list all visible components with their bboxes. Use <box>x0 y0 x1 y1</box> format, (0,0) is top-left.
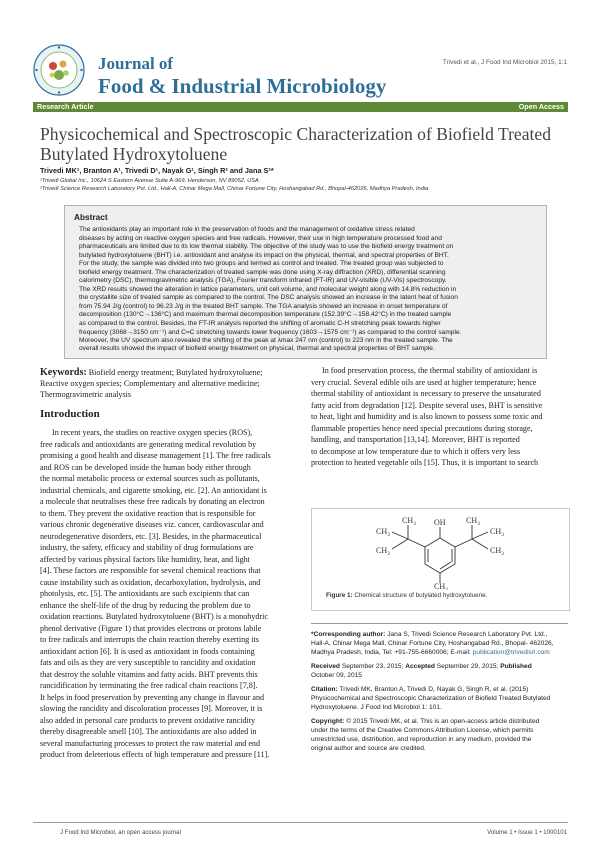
body-line: In food preservation process, the thermal stability of antioxidant is <box>322 366 538 375</box>
ch3-label: $CH_3$ <box>490 527 504 538</box>
body-line: fatty acid from degradation [12]. Despite several uses, BHT is sensitive <box>311 400 543 410</box>
abstract-line: frequency (3068→3150 cm⁻¹) and C=C stretching towards lower frequency (1603→1575 cm⁻¹) as compared to the control sample. <box>79 329 462 336</box>
intro-line: to them. They prevent the oxidative reaction that is responsible for <box>40 508 256 518</box>
abstract-line: overall results showed the impact of biofield energy treatment on physical, thermal and spectral properties of BHT sample. <box>79 345 435 352</box>
intro-line: In recent years, the studies on reactive oxygen species (ROS), <box>52 428 253 437</box>
abstract-line: as compared to the control. Besides, the FT-IR analysis reported the shifting of aromatic C-H stretching peak towards higher <box>79 319 441 327</box>
article-type: Research Article <box>37 102 94 111</box>
keywords-line: Reactive oxygen species; Complementary and alternative medicine; <box>40 379 260 388</box>
copyright-line: original author and source are credited. <box>311 745 426 752</box>
ch3-label: $CH_3$ <box>402 516 416 527</box>
body-line: thermal stability of antioxidant is necessary to preserve the unsaturated <box>311 389 541 398</box>
published-date: October 09, 2015 <box>311 672 362 679</box>
footer-journal: J Food Ind Microbiol, an open access journal <box>60 829 181 836</box>
corresponding-line: Madhya Pradesh, India, Tel: +91-755-6660006; E-mail: publication@trivedisrl.com <box>311 649 550 656</box>
journal-of-label: Journal of <box>98 54 174 73</box>
abstract-line: diseases by acting on reactive oxygen species and free radicals. However, their use in high temperature processed food and <box>79 234 442 242</box>
abstract-line: Moreover, the UV spectrum also revealed the shifting of the peak at λmax 247 nm (control) to 223 nm in the treated sample. The <box>79 336 453 344</box>
ch3-label: $CH_3$ <box>376 546 390 557</box>
keywords-text: Biofield energy treatment; Butylated hydroxytoluene; <box>88 368 263 377</box>
affiliation-1: ¹Trivedi Global Inc., 10624 S Eastern Avenue Suite A-969, Henderson, NV 89052, USA <box>40 178 259 184</box>
ch3-label: $CH_3$ <box>466 516 480 527</box>
intro-line: the normal metabolic process or external sources such as pollutants, <box>40 474 260 483</box>
abstract-line: For the study, the sample was divided into two groups and termed as control and treated. The treated group was subjected to <box>79 260 444 267</box>
copyright-label: Copyright: <box>311 718 345 725</box>
citation-line: Citation: Trivedi MK, Branton A, Trivedi D, Nayak G, Singh R, et al. (2015) <box>311 686 529 693</box>
open-access-label: Open Access <box>518 102 564 111</box>
keywords-line: Thermogravimetric analysis <box>40 390 132 399</box>
author-email-link[interactable]: publication@trivedisrl.com <box>472 649 550 656</box>
intro-line: rancidification by terminating the free radical chain reactions [7,8]. <box>40 681 258 690</box>
article-title <box>40 124 565 164</box>
intro-line: a molecule that neutralises these free radicals by donating an electron <box>40 497 265 506</box>
intro-line: enhance the shelf-life of the drug by reducing the problem due to <box>40 600 251 610</box>
intro-line: various chronic degenerative diseases viz. cancer, cardiovascular and <box>40 520 264 529</box>
intro-line: neurodegenerative disorders, etc. [3]. Besides, in the pharmaceutical <box>40 531 262 541</box>
introduction-heading: Introduction <box>40 408 100 420</box>
journal-logo <box>33 44 85 96</box>
affiliation-2: ²Trivedi Science Research Laboratory Pvt. Ltd., Hall-A, Chinar Mega Mall, Chinar Fortune City, Hoshangabad Rd., Bhopal-462026, Madhya Pradesh, India <box>40 186 429 192</box>
citation-line: Physicochemical and Spectroscopic Characterization of Biofield Treated Butylated <box>311 695 551 702</box>
intro-line: free radicals and antioxidants are generating medical revolution by <box>40 439 257 449</box>
body-line: handling, and transportation [13,14]. Moreover, BHT is reported <box>311 435 520 444</box>
corresponding-label: *Corresponding author: <box>311 631 386 638</box>
footer-volume: Volume 1 • Issue 1 • 1000101 <box>487 829 567 836</box>
author-list: Trivedi MK¹, Branton A¹, Trivedi D¹, Nayak G¹, Singh R² and Jana S²* <box>40 166 274 175</box>
intro-line: several manufacturing processes to protect the raw material and end <box>40 738 261 748</box>
copyright-line: unrestricted use, distribution, and reproduction in any medium, provided the <box>311 736 532 743</box>
intro-line: [4]. These factors are responsible for several chemical reactions that <box>40 566 261 575</box>
intro-line: phenol derivative (Figure 1) that provides electrons or protons labile <box>40 623 262 633</box>
intro-line: cause instability such as oxidation, decarboxylation, hydrolysis, and <box>40 577 261 587</box>
intro-line: industry, the safety, efficacy and stability of drug formulations are <box>40 543 254 552</box>
body-line: to heat, light and humidity and is also known to possess some toxic and <box>311 412 543 421</box>
keywords-label: Keywords: <box>40 367 87 378</box>
intro-line: thereby disagreeable smell [10]. The antioxidants are also added in <box>40 727 257 736</box>
copyright-line: under the terms of the Creative Commons Attribution License, which permits <box>311 727 534 734</box>
abstract-line: calorimetry (DSC), thermogravimetric analysis (TGA), Fourier transform infrared (FT-IR) and UV-visible (UV-Vis) spectroscopy. <box>79 277 447 284</box>
footnote-rule <box>311 623 568 624</box>
dates-line: Received September 23, 2015; Accepted September 29, 2015; Published <box>311 663 532 670</box>
body-line: flammable properties hence need special precautions during storage, <box>311 423 533 433</box>
intro-line: product from deleterious effects of high temperature and pressure [11]. <box>40 750 270 759</box>
intro-line: antioxidant action [6]. It is used as antioxidant in foods containing <box>40 646 255 656</box>
intro-line: promising a good health and disease management [1]. The free radicals <box>40 451 271 460</box>
body-line: to decompose at low temperature due to which it offers very less <box>311 446 521 456</box>
abstract-heading: Abstract <box>74 212 108 222</box>
title-line: Physicochemical and Spectroscopic Characterization of Biofield Treated <box>40 124 552 144</box>
ch3-label: $CH_3$ <box>490 546 504 557</box>
abstract-line: biofield energy treatment. The characterization of treated sample was done using X-ray diffraction (XRD), differential scanning <box>79 268 446 276</box>
abstract-line: pharmaceuticals are limited due to its low thermal stability. The objective of the study was to use the biofield energy treatment on <box>79 243 454 250</box>
intro-line: also added in personal care products to prevent oxidative rancidity <box>40 715 256 725</box>
intro-line: and ROS can be developed inside the human body either through <box>40 462 251 472</box>
abstract-line: The XRD results showed the alteration in lattice parameters, unit cell volume, and molecular weight along with 14.8% reduction in <box>79 285 457 293</box>
figure-1-caption-text: Chemical structure of butylated hydroxytoluene. <box>354 592 488 599</box>
bht-structure-diagram <box>340 512 540 590</box>
body-line: very crucial. Several edible oils are used at higher temperature; hence <box>311 377 537 387</box>
title-line: Butylated Hydroxytoluene <box>40 144 228 164</box>
figure-1-caption <box>326 592 487 599</box>
copyright-line: Copyright: © 2015 Trivedi MK, et al. This is an open-access article distributed <box>311 718 540 725</box>
citation-label: Citation: <box>311 686 338 693</box>
intro-line: affected by various physical factors like humidity, heat, and light <box>40 554 250 564</box>
intro-line: It helps in food preservation by preventing any change in flavour and <box>40 692 265 702</box>
abstract-line: the crystallite size of treated sample as compared to the control. The DSC analysis showed an increase in the latent heat of fusion <box>79 294 458 301</box>
footer-rule <box>33 822 568 823</box>
abstract-line: from 75.94 J/g (control) to 96.23 J/g in the treated BHT sample. The TGA analysis showed an increase in onset temperature of <box>79 302 448 310</box>
header-citation: Trivedi et al., J Food Ind Microbiol 2015, 1:1 <box>442 59 567 66</box>
intro-line: that destroy the soluble vitamins and fatty acids. BHT prevents this <box>40 669 258 679</box>
intro-line: to free radicals and interrupts the chain reaction thereby exerting its <box>40 635 259 644</box>
journal-name: Food & Industrial Microbiology <box>98 74 387 98</box>
citation-line: Hydroxytoluene. J Food Ind Microbiol 1: 101. <box>311 704 442 711</box>
intro-line: slowing the rancidity and discoloration processes [9]. Moreover, it is <box>40 704 263 713</box>
intro-line: oxidation reactions. Butylated hydroxytoluene (BHT) is a monohydric <box>40 612 268 621</box>
figure-1-label: Figure 1: <box>326 592 353 599</box>
ch3-label: $CH_3$ <box>376 527 390 538</box>
abstract-line: butylated hydroxytoluene (BHT) i.e. antioxidant and analyse its impact on the physical, thermal, and spectral properties of BHT. <box>79 251 449 259</box>
body-line: protection to heated vegetable oils [15]. Thus, it is important to search <box>311 458 539 467</box>
intro-line: fats and oils as they are very susceptible to rancidity and oxidation <box>40 658 256 667</box>
intro-line: industrial chemicals, and cigarette smoking, etc. [2]. An antioxidant is <box>40 485 267 495</box>
corresponding-line: *Corresponding author: Jana S, Trivedi Science Research Laboratory Pvt. Ltd., <box>311 631 548 638</box>
article-type-bar <box>33 102 568 112</box>
keywords-line <box>40 367 263 378</box>
abstract-line: decomposition (130°C→136°C) and maximum thermal decomposition temperature (152.39°C→158.42°C) in the treated sample <box>79 311 452 318</box>
intro-line: photolysis, etc. [5]. The antioxidants are such excipients that can <box>40 589 250 598</box>
oh-label: OH <box>434 518 446 527</box>
ch3-label: $CH_3$ <box>434 582 448 590</box>
abstract-line: The antioxidants play an important role in the preservation of foods and the management of oxidative stress related <box>79 226 415 233</box>
corresponding-line: Hall-A, Chinar Mega Mall, Chinar Fortune City, Hoshangabad Rd., Bhopal- 462026, <box>311 640 554 647</box>
